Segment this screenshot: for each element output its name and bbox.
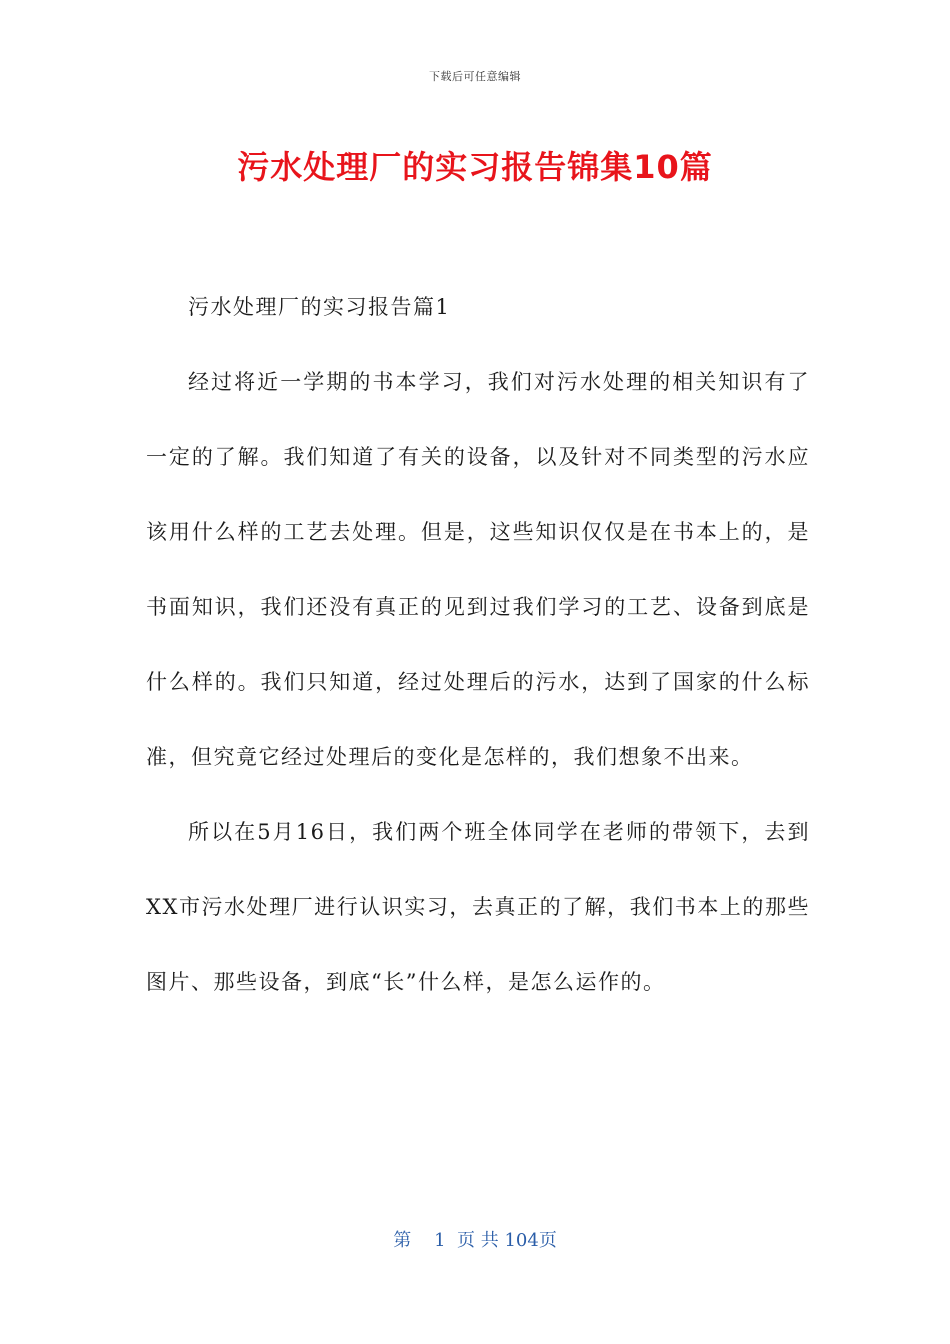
footer-total-pages: 104	[504, 1230, 539, 1251]
footer-prefix: 第	[393, 1230, 412, 1251]
section-heading: 污水处理厂的实习报告篇1	[188, 295, 451, 319]
paragraph-1: 经过将近一学期的书本学习，我们对污水处理的相关知识有了一定的了解。我们知道了有关的设备，以及针对不同类型的污水应该用什么样的工艺去处理。但是，这些知识仅仅是在书本上的，是书面知识，我们还没有真正的见到过我们学习的工艺、设备到底是什么样的。我们只知道，经过处理后的污水，达到了国家的什么标准，但究竟它经过处理后的变化是怎样的，我们想象不出来。	[146, 370, 810, 769]
footer-suffix: 页	[538, 1230, 557, 1251]
document-body	[146, 270, 810, 1020]
footer-current-page: 1	[434, 1230, 446, 1251]
paragraph-2: 所以在5月16日，我们两个班全体同学在老师的带领下，去到XX市污水处理厂进行认识实习，去真正的了解，我们书本上的那些图片、那些设备，到底“长”什么样，是怎么运作的。	[146, 820, 810, 994]
page-title: 污水处理厂的实习报告锦集10篇	[237, 148, 713, 186]
footer-middle: 页 共	[456, 1230, 499, 1251]
page-footer	[0, 1226, 950, 1252]
header-note: 下载后可任意编辑	[429, 70, 521, 83]
